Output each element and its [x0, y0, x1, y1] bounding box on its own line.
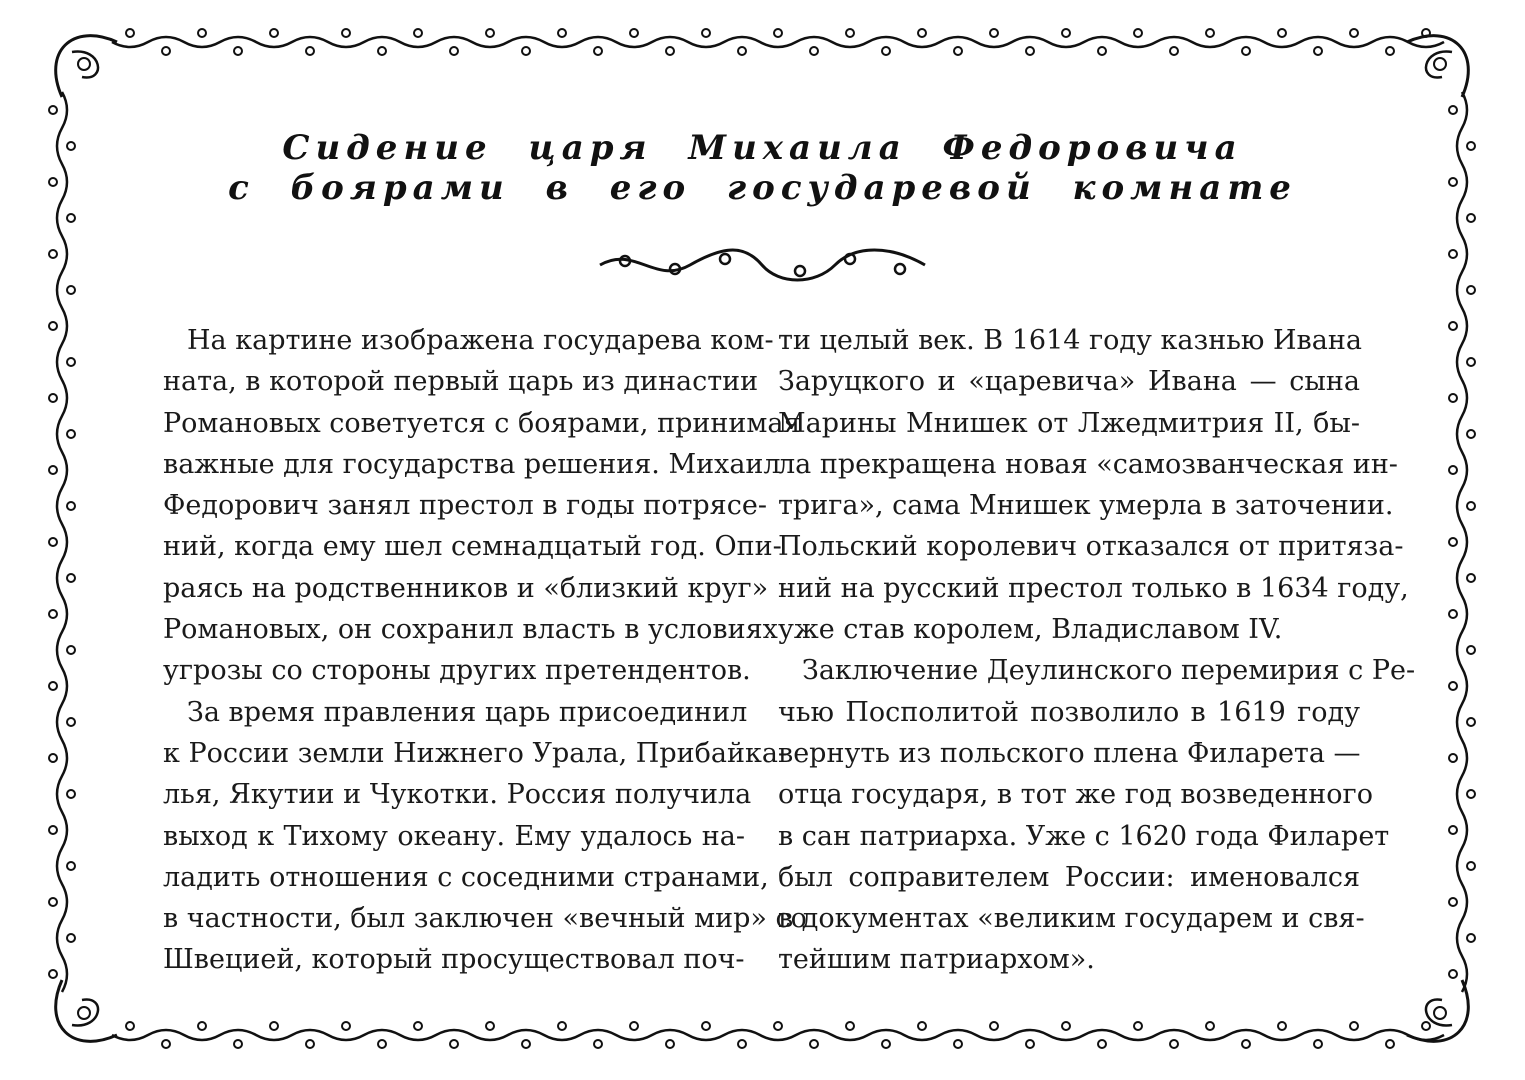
text-line: Швецией, который просуществовал поч- — [163, 944, 745, 976]
text-line: На картине изображена государева ком- — [187, 325, 774, 356]
text-line: отца государя, в тот же год возведенного — [778, 779, 1373, 811]
text-line: тейшим патриархом». — [778, 944, 1095, 976]
text-line: ната, в которой первый царь из династии — [163, 366, 759, 398]
text-line: ний, когда ему шел семнадцатый год. Опи- — [163, 531, 782, 563]
right-column-text — [778, 320, 1416, 981]
text-line: был соправителем России: именовался — [778, 861, 1360, 893]
text-line: важные для государства решения. Михаил — [163, 448, 781, 480]
text-line: ти целый век. В 1614 году казнью Ивана — [778, 325, 1362, 356]
text-line: ладить отношения с соседними странами, — [163, 861, 769, 893]
text-line: раясь на родственников и «близкий круг» — [163, 572, 769, 604]
text-line: ла прекращена новая «самозванческая ин- — [778, 448, 1398, 480]
title-divider-ornament — [595, 245, 930, 285]
text-line: Федорович занял престол в годы потрясе- — [163, 490, 767, 522]
left-column-text — [163, 320, 807, 981]
text-line: Польский королевич отказался от притяза- — [778, 531, 1404, 563]
text-line: трига», сама Мнишек умерла в заточении. — [778, 490, 1394, 522]
text-line: Заключение Деулинского перемирия с Ре- — [802, 655, 1416, 687]
text-line: лья, Якутии и Чукотки. Россия получила — [163, 779, 752, 811]
text-line: Заруцкого и «царевича» Ивана — сына — [778, 366, 1360, 398]
text-line: Марины Мнишек от Лжедмитрия II, бы- — [778, 407, 1360, 439]
text-line: в частности, был заключен «вечный мир» со — [163, 903, 807, 935]
text-line: в сан патриарха. Уже с 1620 года Филарет — [778, 820, 1390, 852]
text-line: в документах «великим государем и свя- — [778, 903, 1365, 935]
text-line: уже став королем, Владиславом IV. — [778, 614, 1283, 646]
text-line: ний на русский престол только в 1634 году, — [778, 572, 1409, 604]
text-line: Романовых, он сохранил власть в условиях — [163, 614, 778, 646]
title-line-2: с боярами в его государевой комнате — [228, 168, 1297, 208]
text-line: чью Посполитой позволило в 1619 году — [778, 696, 1360, 728]
text-line: вернуть из польского плена Филарета — — [778, 737, 1361, 769]
title-line-1: Сидение царя Михаила Федоровича — [282, 128, 1243, 168]
text-line: выход к Тихому океану. Ему удалось на- — [163, 820, 745, 852]
text-line: к России земли Нижнего Урала, Прибайка- — [163, 737, 788, 769]
text-line: угрозы со стороны других претендентов. — [163, 655, 751, 687]
text-line: За время правления царь присоединил — [187, 696, 748, 728]
text-line: Романовых советуется с боярами, принимая — [163, 407, 801, 439]
